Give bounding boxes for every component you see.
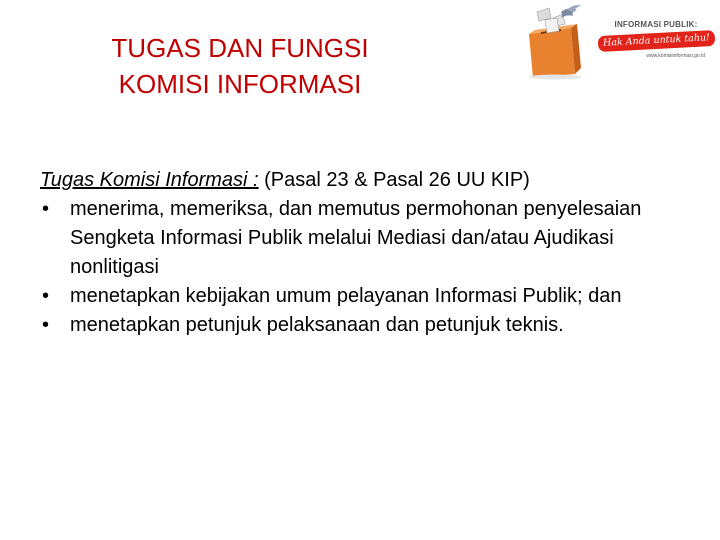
- bullet-icon: •: [42, 285, 50, 307]
- list-item-text: menerima, memeriksa, dan memutus permohonan penyelesaian Sengketa Informasi Publik melalui Mediasi dan/atau Ajudikasi nonlitigasi: [70, 198, 642, 278]
- list-item: [40, 311, 680, 340]
- subheading: Tugas Komisi Informasi :: [40, 169, 259, 191]
- bullet-icon: •: [42, 198, 50, 220]
- subheading-line: [40, 166, 680, 195]
- komisi-informasi-logo: [515, 4, 715, 80]
- list-item: [40, 195, 680, 282]
- list-item-text: menetapkan petunjuk pelaksanaan dan petunjuk teknis.: [70, 314, 564, 336]
- logo-url: www.komisiinformasi.go.id: [646, 53, 705, 59]
- slide-title: [60, 30, 420, 102]
- bullet-icon: •: [42, 314, 50, 336]
- logo-text-block: [597, 20, 715, 59]
- legal-reference: (Pasal 23 & Pasal 26 UU KIP): [258, 169, 530, 191]
- ballot-box-bird-icon: [515, 4, 601, 80]
- logo-tagline: Hak Anda untuk tahu!: [597, 30, 715, 52]
- task-list: [40, 195, 680, 340]
- slide-body: [40, 166, 680, 340]
- slide-title-line-2: KOMISI INFORMASI: [118, 69, 362, 99]
- list-item: [40, 282, 680, 311]
- logo-heading: INFORMASI PUBLIK:: [614, 20, 698, 29]
- list-item-text: menetapkan kebijakan umum pelayanan Informasi Publik; dan: [70, 285, 622, 307]
- slide-title-line-1: TUGAS DAN FUNGSI: [111, 33, 369, 63]
